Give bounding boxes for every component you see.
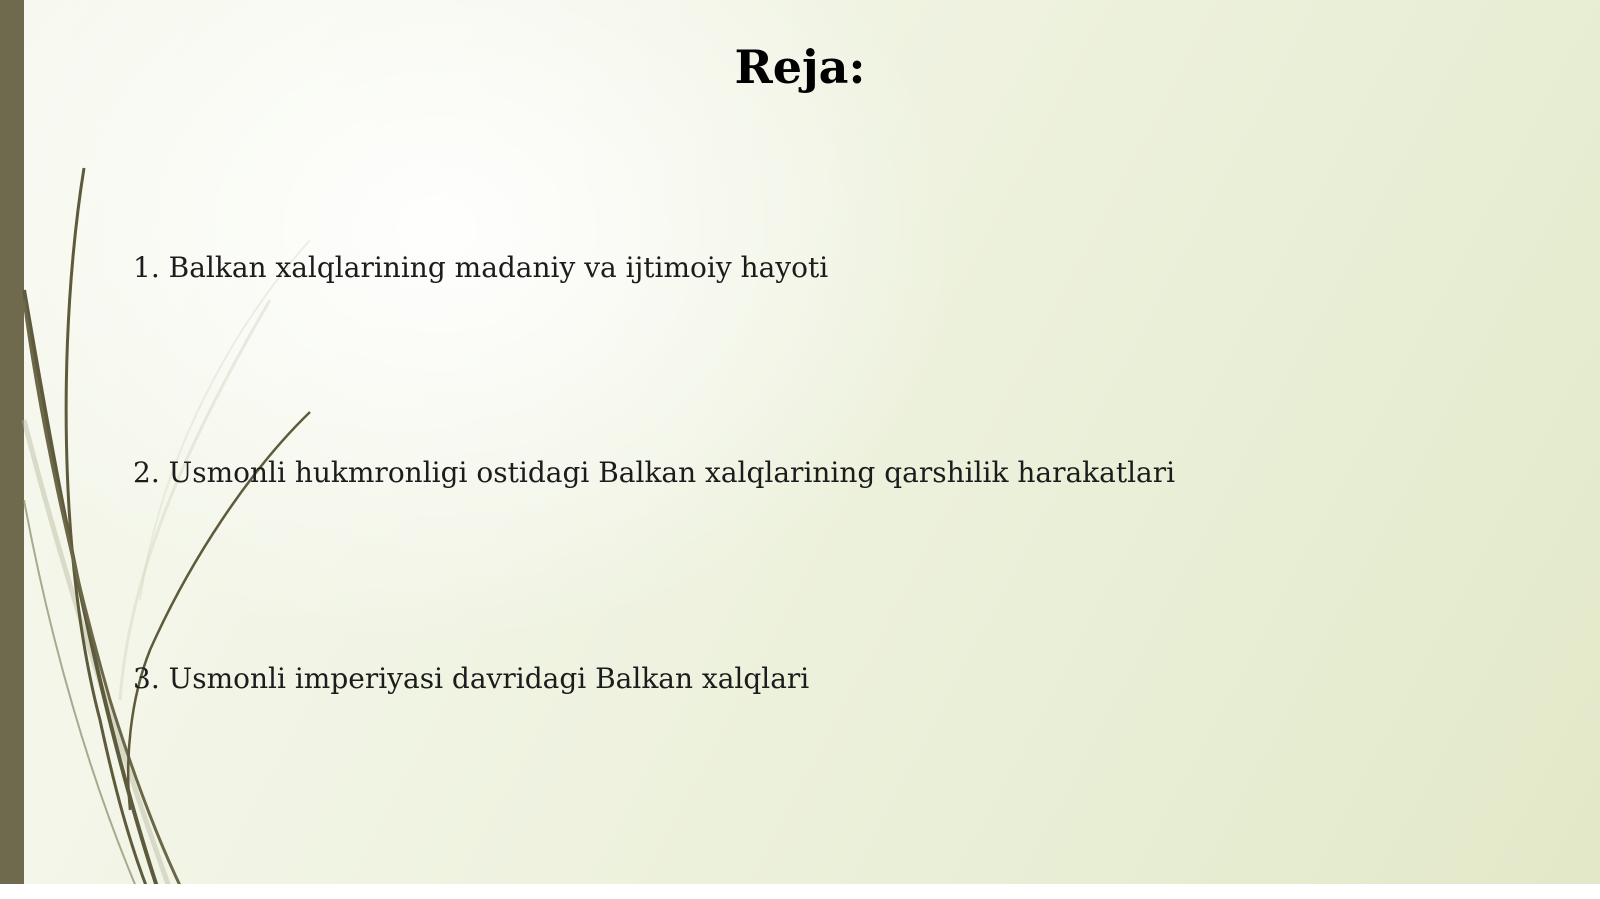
bottom-strip xyxy=(0,884,1600,899)
grass-decoration xyxy=(0,0,340,899)
list-item xyxy=(133,251,828,285)
list-item-text: Balkan xalqlarining madaniy va ijtimoiy hayoti xyxy=(168,251,829,284)
list-item-text: Usmonli hukmronligi ostidagi Balkan xalqlarining qarshilik harakatlari xyxy=(168,456,1176,489)
list-item-number: 2. xyxy=(133,456,160,489)
list-item xyxy=(133,662,809,696)
slide-title: Reja: xyxy=(734,40,866,94)
list-item-number: 1. xyxy=(133,251,160,284)
list-item-number: 3. xyxy=(133,662,160,695)
list-item-text: Usmonli imperiyasi davridagi Balkan xalqlari xyxy=(168,662,810,695)
list-item xyxy=(133,456,1175,490)
